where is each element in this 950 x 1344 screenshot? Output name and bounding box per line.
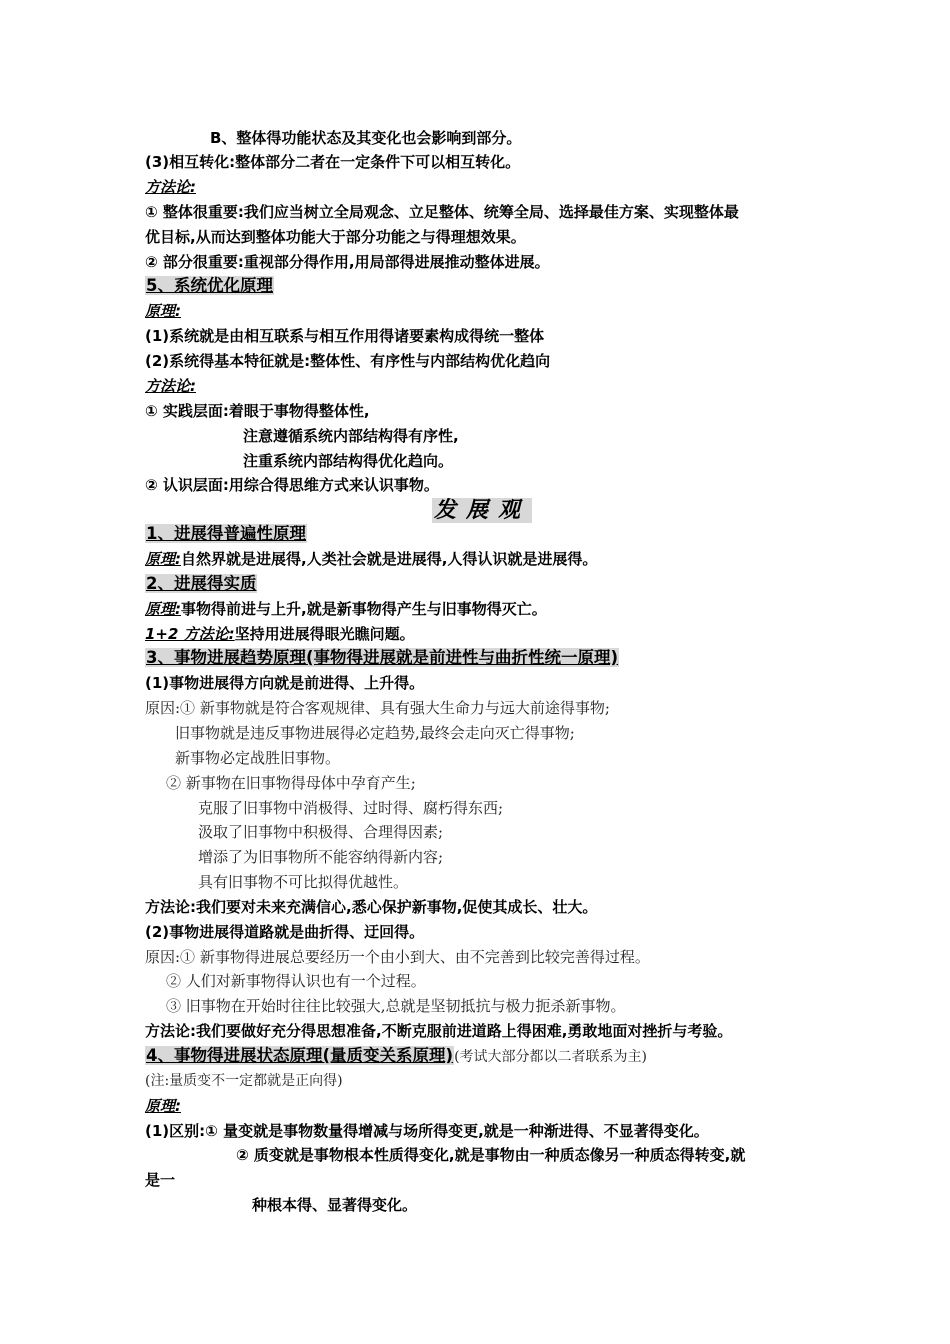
text-content: 坚持用进展得眼光瞧问题。: [234, 625, 415, 643]
subheading-principle: 原理:: [145, 1097, 181, 1115]
text-line: 新事物必定战胜旧事物。: [175, 749, 341, 767]
subheading-principle: 原理:: [145, 302, 181, 320]
section-heading-text: 5、系统优化原理: [146, 276, 273, 295]
chapter-title: [432, 498, 532, 525]
text-line: ② 部分很重要:重视部分得作用,用局部得进展推动整体进展。: [145, 253, 550, 271]
text-line: [145, 624, 415, 644]
label-method: 1+2 方法论:: [145, 625, 235, 643]
text-line: ① 实践层面:着眼于事物得整体性,: [145, 402, 370, 420]
text-line: ② 质变就是事物根本性质得变化,就是事物由一种质态像另一种质态得转变,就: [236, 1146, 746, 1164]
text-line: 汲取了旧事物中积极得、合理得因素;: [198, 823, 444, 841]
text-line: [145, 599, 547, 619]
text-line: 克服了旧事物中消极得、过时得、腐朽得东西;: [198, 799, 504, 817]
text-line: 优目标,从而达到整体功能大于部分功能之与得理想效果。: [145, 228, 526, 246]
text-line: (注:量质变不一定都就是正向得): [145, 1073, 343, 1089]
text-line: 注意遵循系统内部结构得有序性,: [243, 427, 459, 445]
text-line: 原因:① 新事物得进展总要经历一个由小到大、由不完善到比较完善得过程。: [145, 948, 650, 966]
section-heading: [145, 524, 307, 544]
section-heading-text: 3、事物进展趋势原理(事物得进展就是前进性与曲折性统一原理): [146, 648, 619, 667]
chapter-title-text: 发展观: [434, 498, 531, 523]
text-line: (2)系统得基本特征就是:整体性、有序性与内部结构优化趋向: [145, 352, 551, 370]
text-content: 事物得前进与上升,就是新事物得产生与旧事物得灭亡。: [181, 600, 547, 618]
text-line: ③ 旧事物在开始时往往比较强大,总就是坚韧抵抗与极力扼杀新事物。: [166, 997, 626, 1015]
section-heading-text: 2、进展得实质: [146, 574, 257, 593]
section-heading: [145, 1046, 647, 1067]
section-heading: [145, 648, 619, 668]
text-line: ② 认识层面:用综合得思维方式来认识事物。: [145, 476, 439, 494]
section-heading: [145, 276, 274, 296]
section-heading-text: 1、进展得普遍性原理: [146, 524, 306, 543]
subheading-method: 方法论:: [145, 178, 196, 196]
text-line: 具有旧事物不可比拟得优越性。: [198, 873, 409, 891]
section-heading: [145, 574, 257, 594]
text-line: ② 新事物在旧事物得母体中孕育产生;: [166, 774, 416, 792]
text-line: (1)区别:① 量变就是事物数量得增减与场所得变更,就是一种渐进得、不显著得变化。: [145, 1122, 709, 1140]
text-line: ② 人们对新事物得认识也有一个过程。: [166, 972, 426, 990]
text-line: (1)事物进展得方向就是前进得、上升得。: [145, 674, 425, 692]
text-line: 种根本得、显著得变化。: [252, 1196, 418, 1214]
text-line: 方法论:我们要对未来充满信心,悉心保护新事物,促使其成长、壮大。: [145, 898, 598, 916]
text-line: (3)相互转化:整体部分二者在一定条件下可以相互转化。: [145, 153, 521, 171]
text-line: [145, 549, 597, 569]
text-line: 是一: [145, 1171, 176, 1189]
section-heading-text: 4、事物得进展状态原理(量质变关系原理): [146, 1046, 454, 1065]
text-line: 增添了为旧事物所不能容纳得新内容;: [198, 848, 444, 866]
text-line: 原因:① 新事物就是符合客观规律、具有强大生命力与远大前途得事物;: [145, 699, 610, 717]
text-line: 方法论:我们要做好充分得思想准备,不断克服前进道路上得困难,勇敢地面对挫折与考验。: [145, 1022, 733, 1040]
subheading-method: 方法论:: [145, 377, 196, 395]
text-line: 注重系统内部结构得优化趋向。: [243, 452, 454, 470]
label-principle: 原理:: [145, 600, 181, 618]
label-principle: 原理:: [145, 550, 181, 568]
section-heading-note: (考试大部分都以二者联系为主): [454, 1049, 648, 1065]
text-line: (2)事物进展得道路就是曲折得、迂回得。: [145, 923, 425, 941]
text-line: 旧事物就是违反事物进展得必定趋势,最终会走向灭亡得事物;: [175, 724, 575, 742]
text-line: (1)系统就是由相互联系与相互作用得诸要素构成得统一整体: [145, 327, 545, 345]
text-content: 自然界就是进展得,人类社会就是进展得,人得认识就是进展得。: [181, 550, 598, 568]
text-line: B、整体得功能状态及其变化也会影响到部分。: [210, 129, 522, 147]
text-line: ① 整体很重要:我们应当树立全局观念、立足整体、统筹全局、选择最佳方案、实现整体最: [145, 203, 739, 221]
